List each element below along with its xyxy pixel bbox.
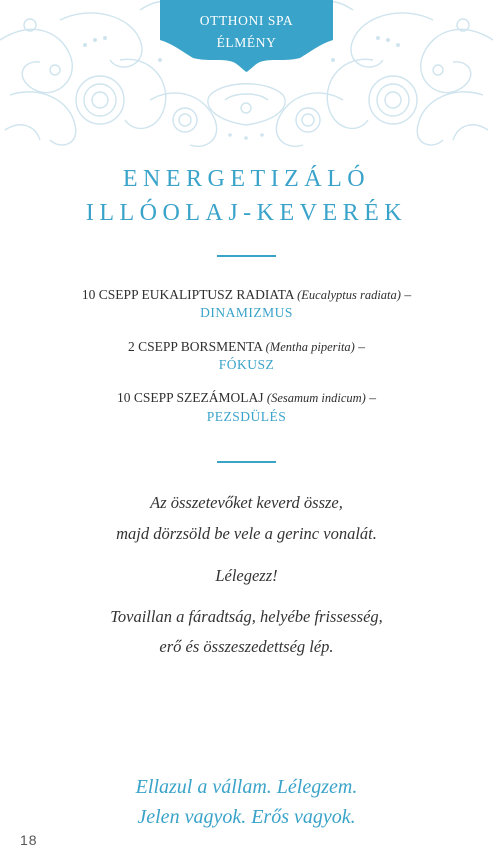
affirmation-line-2: Jelen vagyok. Erős vagyok. xyxy=(137,806,356,828)
ingredient-2-latin: (Mentha piperita) xyxy=(265,340,355,354)
divider-top xyxy=(217,255,276,257)
page-title-line-1: ENERGETIZÁLÓ xyxy=(122,166,371,192)
ingredient-3-dash: – xyxy=(369,390,376,405)
page-title-line-2: ILLÓOLAJ-KEVERÉK xyxy=(85,200,408,226)
ingredient-2-dash: – xyxy=(358,339,365,354)
divider-bottom xyxy=(217,461,276,463)
ingredient-1 xyxy=(0,287,493,303)
ingredient-1-latin: (Eucalyptus radiata) xyxy=(297,288,401,302)
ingredient-2-name: 2 CSEPP BORSMENTA xyxy=(128,339,263,354)
badge-line-1: OTTHONI SPA xyxy=(199,13,294,28)
ingredient-3 xyxy=(0,390,493,406)
instruction-line-3: Lélegezz! xyxy=(215,566,278,585)
ingredient-2 xyxy=(0,339,493,355)
ingredient-3-effect: PEZSDÜLÉS xyxy=(206,409,287,424)
instruction-line-5: erő és összeszedettség lép. xyxy=(159,637,334,656)
page-number: 18 xyxy=(20,832,38,848)
ingredient-1-dash: – xyxy=(404,287,412,302)
instruction-line-1: Az összetevőket keverd össze, xyxy=(150,493,343,512)
badge-line-2: ÉLMÉNY xyxy=(216,35,277,50)
ingredient-3-latin: (Sesamum indicum) xyxy=(266,391,366,405)
ingredient-1-name: 10 CSEPP EUKALIPTUSZ RADIATA xyxy=(81,287,294,302)
instruction-line-4: Tovaillan a fáradtság, helyébe frissesség, xyxy=(110,607,383,626)
header-badge-text xyxy=(160,10,333,54)
ingredient-1-effect: DINAMIZMUS xyxy=(200,305,293,320)
affirmation-line-1: Ellazul a vállam. Lélegzem. xyxy=(135,776,358,798)
instruction-line-2: majd dörzsöld be vele a gerinc vonalát. xyxy=(116,524,377,543)
ingredient-2-effect: FÓKUSZ xyxy=(218,357,275,372)
ingredient-3-name: 10 CSEPP SZEZÁMOLAJ xyxy=(117,390,264,405)
